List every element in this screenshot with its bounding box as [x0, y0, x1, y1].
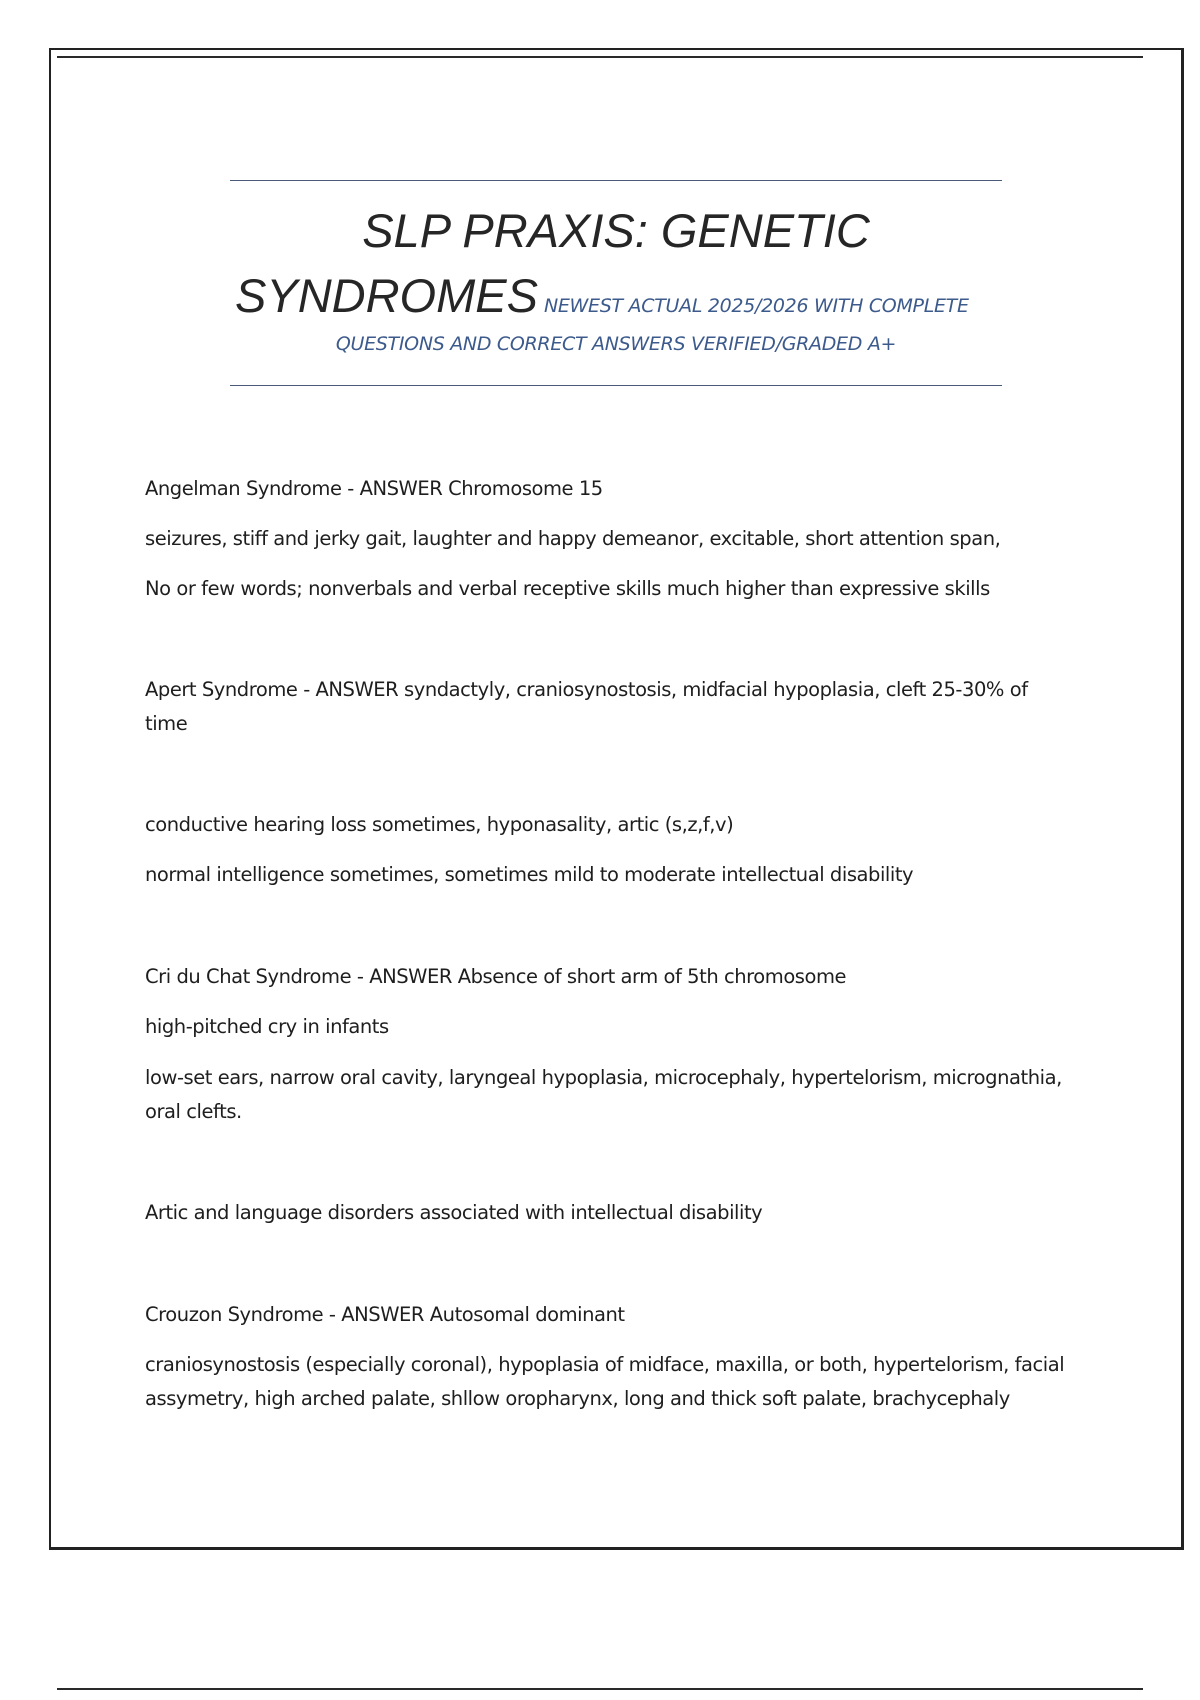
- entry-answer-line: conductive hearing loss sometimes, hyponasality, artic (s,z,f,v): [145, 813, 734, 836]
- entry-answer-line: normal intelligence sometimes, sometimes mild to moderate intellectual disability: [145, 863, 914, 886]
- entry-answer-line: No or few words; nonverbals and verbal receptive skills much higher than expressive skills: [145, 577, 990, 600]
- entry-question: Apert Syndrome - ANSWER syndactyly, craniosynostosis, midfacial hypoplasia, cleft 25-30% of time: [145, 678, 1028, 735]
- entry-question: Cri du Chat Syndrome - ANSWER Absence of short arm of 5th chromosome: [145, 965, 847, 988]
- entry-answer-line: high-pitched cry in infants: [145, 1015, 389, 1038]
- bottom-rule: [57, 1688, 1143, 1690]
- entry-answer-line: seizures, stiff and jerky gait, laughter and happy demeanor, excitable, short attention span,: [145, 527, 1001, 550]
- document-title-line2: [235, 270, 969, 322]
- entry-question: Angelman Syndrome - ANSWER Chromosome 15: [145, 477, 603, 500]
- entry-answer-line: craniosynostosis (especially coronal), hypoplasia of midface, maxilla, or both, hypertelorism, facial assymetry, high arched palate, shllow oropharynx, long and thick soft palate, brachycephaly: [145, 1353, 1065, 1410]
- entry-question: Crouzon Syndrome - ANSWER Autosomal dominant: [145, 1303, 625, 1326]
- entry-answer-line: Artic and language disorders associated with intellectual disability: [145, 1201, 763, 1224]
- document-subtitle-line2: QUESTIONS AND CORRECT ANSWERS VERIFIED/GRADED A+: [335, 333, 897, 355]
- title-block: [230, 180, 1002, 386]
- document-subtitle-line1: NEWEST ACTUAL 2025/2026 WITH COMPLETE: [543, 295, 969, 317]
- document-title-syndromes: SYNDROMES: [235, 269, 538, 322]
- entry-answer-line: low-set ears, narrow oral cavity, laryngeal hypoplasia, microcephaly, hypertelorism, micrognathia, oral clefts.: [145, 1066, 1062, 1123]
- document-title-line1: SLP PRAXIS: GENETIC: [362, 204, 870, 257]
